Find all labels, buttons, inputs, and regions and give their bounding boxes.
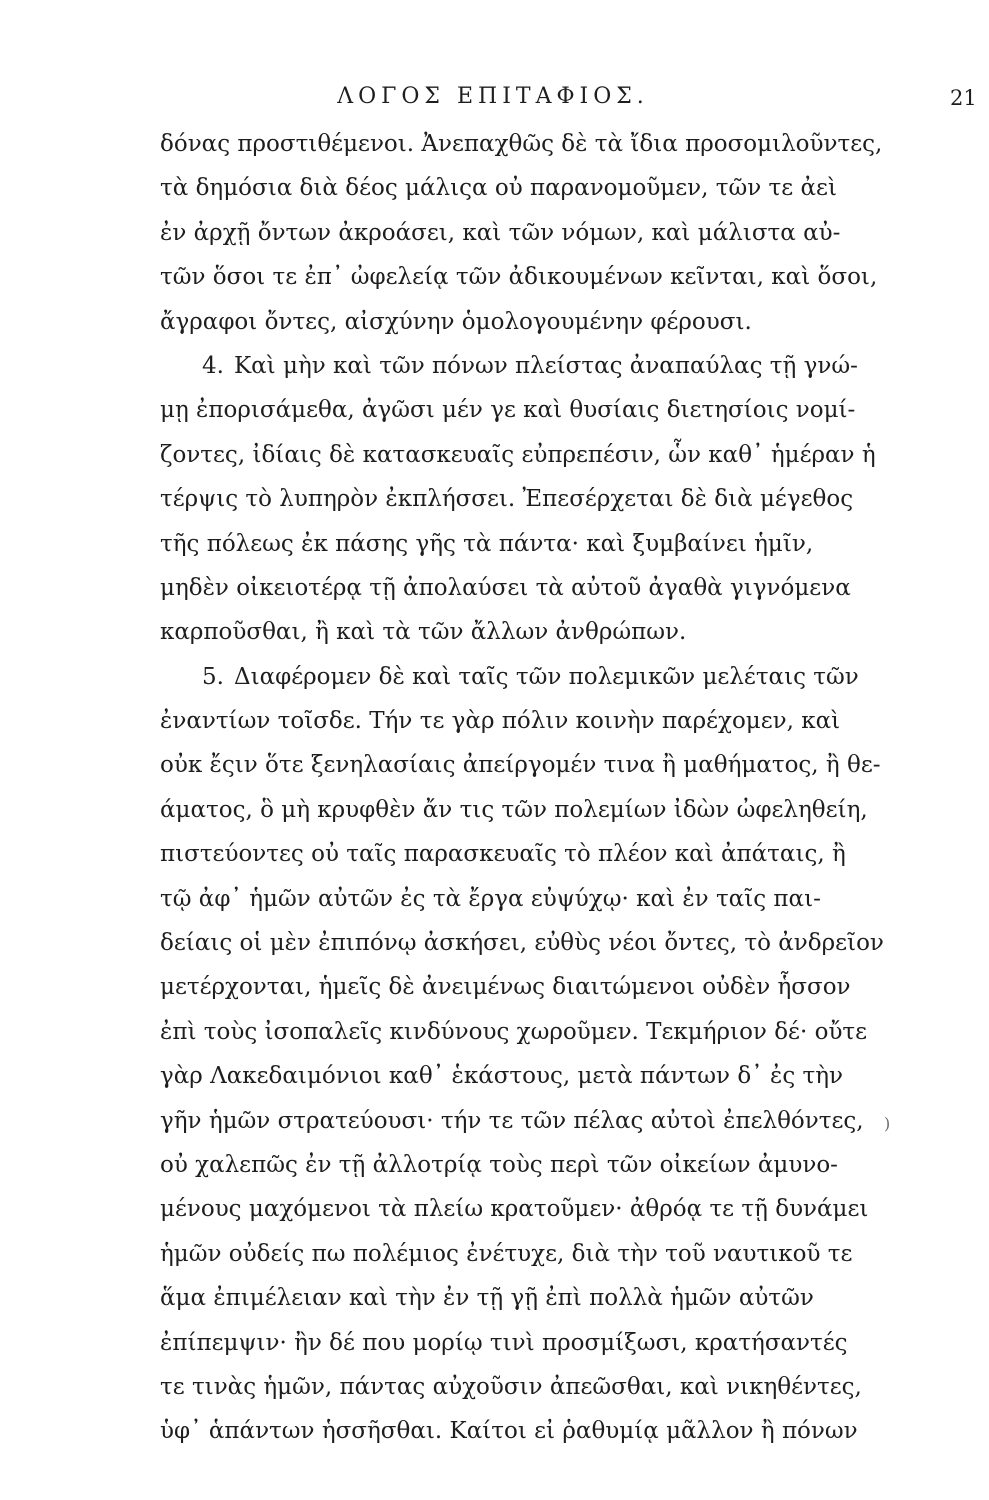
margin-mark: ): [884, 1114, 891, 1133]
line-text: μένους μαχόμενοι τὰ πλείω κρατοῦμεν· ἀθρόᾳ τε τῇ δυνάμει: [160, 1196, 869, 1223]
text-line: [160, 300, 800, 344]
line-text: ἅμα ἐπιμέλειαν καὶ τὴν ἐν τῇ γῇ ἐπὶ πολλὰ ἡμῶν αὐτῶν: [160, 1285, 814, 1312]
text-line: [160, 610, 800, 654]
text-line: [160, 566, 851, 610]
line-text: μετέρχονται, ἡμεῖς δὲ ἀνειμένως διαιτώμενοι οὐδὲν ἧσσον: [160, 974, 851, 1001]
line-text: ὑφ᾽ ἁπάντων ἡσσῆσθαι. Καίτοι εἰ ῥαθυμίᾳ μᾶλλον ἢ πόνων: [160, 1418, 858, 1445]
text-line: [160, 344, 858, 388]
text-line: [160, 788, 868, 832]
text-line: [160, 1143, 838, 1187]
text-line: [160, 522, 814, 566]
text-line: [160, 477, 854, 521]
running-head-title: ΛΟΓΟΣ ΕΠΙΤΑΦΙΟΣ.: [337, 84, 649, 109]
line-text: δείαις οἱ μὲν ἐπιπόνῳ ἀσκήσει, εὐθὺς νέοι ὄντες, τὸ ἀνδρεῖον: [160, 930, 884, 957]
text-line: [160, 743, 881, 787]
body-text: [160, 122, 884, 1454]
line-text: τὰ δημόσια διὰ δέος μάλιςα οὐ παρανομοῦμεν, τῶν τε ἀεὶ: [160, 175, 837, 202]
text-line: [160, 1099, 864, 1143]
text-line: [160, 1409, 858, 1453]
line-text: τε τινὰς ἡμῶν, πάντας αὐχοῦσιν ἀπεῶσθαι, καὶ νικηθέντες,: [160, 1373, 862, 1400]
line-text: ἐπὶ τοὺς ἰσοπαλεῖς κινδύνους χωροῦμεν. Τεκμήριον δέ· οὔτε: [160, 1018, 868, 1045]
line-text: άματος, ὃ μὴ κρυφθὲν ἄν τις τῶν πολεμίων ἰδὼν ὠφεληθείη,: [160, 796, 868, 823]
line-text: τῆς πόλεως ἐκ πάσης γῆς τὰ πάντα· καὶ ξυμβαίνει ἡμῖν,: [160, 530, 814, 557]
text-line: [160, 1365, 862, 1409]
line-text: τέρψις τὸ λυπηρὸν ἐκπλήσσει. Ἐπεσέρχεται δὲ διὰ μέγεθος: [160, 486, 854, 513]
line-text: μῃ ἐπορισάμεθα, ἀγῶσι μέν γε καὶ θυσίαις διετησίοις νομί-: [160, 397, 856, 424]
line-text: ἄγραφοι ὄντες, αἰσχύνην ὁμολογουμένην φέρουσι.: [160, 308, 752, 335]
text-line: [160, 655, 859, 699]
line-text: τῷ ἀφ᾽ ἡμῶν αὐτῶν ἐς τὰ ἔργα εὐψύχῳ· καὶ ἐν ταῖς παι-: [160, 885, 821, 912]
text-line: [160, 1321, 848, 1365]
text-line: [160, 388, 856, 432]
text-line: [160, 255, 878, 299]
line-text: ἡμῶν οὐδείς πω πολέμιος ἐνέτυχε, διὰ τὴν τοῦ ναυτικοῦ τε: [160, 1240, 853, 1267]
text-line: [160, 1187, 869, 1231]
text-line: [160, 877, 821, 921]
line-text: μηδὲν οἰκειοτέρᾳ τῇ ἀπολαύσει τὰ αὐτοῦ ἀγαθὰ γιγνόμενα: [160, 574, 851, 601]
line-text: τῶν ὅσοι τε ἐπ᾽ ὠφελείᾳ τῶν ἀδικουμένων κεῖνται, καὶ ὅσοι,: [160, 264, 878, 291]
line-text: ἐπίπεμψιν· ἢν δέ που μορίῳ τινὶ προσμίξωσι, κρατήσαντές: [160, 1329, 848, 1356]
section-number: 5.: [202, 663, 224, 690]
text-line: [160, 1276, 814, 1320]
line-text: πιστεύοντες οὐ ταῖς παρασκευαῖς τὸ πλέον καὶ ἀπάταις, ἢ: [160, 841, 846, 868]
text-line: [160, 1054, 843, 1098]
line-text: γῆν ἡμῶν στρατεύουσι· τήν τε τῶν πέλας αὐτοὶ ἐπελθόντες,: [160, 1107, 864, 1134]
text-line: [160, 433, 876, 477]
page-number: 21: [950, 86, 977, 110]
text-line: [160, 965, 851, 1009]
line-text: καρποῦσθαι, ἢ καὶ τὰ τῶν ἄλλων ἀνθρώπων.: [160, 619, 687, 646]
line-text: γὰρ Λακεδαιμόνιοι καθ᾽ ἑκάστους, μετὰ πάντων δ᾽ ἐς τὴν: [160, 1063, 843, 1090]
text-line: [160, 699, 841, 743]
line-text: δόνας προστιθέμενοι. Ἀνεπαχθῶς δὲ τὰ ἴδια προσομιλοῦντες,: [160, 131, 883, 157]
section-number: 4.: [202, 352, 224, 379]
text-line: [160, 1232, 853, 1276]
text-line: [160, 122, 883, 166]
line-text: οὐ χαλεπῶς ἐν τῇ ἀλλοτρίᾳ τοὺς περὶ τῶν οἰκείων ἀμυνο-: [160, 1151, 838, 1178]
text-line: [160, 832, 846, 876]
text-line: [160, 166, 837, 210]
line-text: ζοντες, ἰδίαις δὲ κατασκευαῖς εὐπρεπέσιν, ὧν καθ᾽ ἡμέραν ἡ: [160, 441, 876, 468]
line-text: ἐν ἀρχῇ ὄντων ἀκροάσει, καὶ τῶν νόμων, καὶ μάλιστα αὐ-: [160, 219, 841, 246]
line-text: οὐκ ἔςιν ὅτε ξενηλασίαις ἀπείργομέν τινα ἢ μαθήματος, ἢ θε-: [160, 752, 881, 779]
line-text: Καὶ μὴν καὶ τῶν πόνων πλείστας ἀναπαύλας τῇ γνώ-: [233, 352, 858, 379]
line-text: ἐναντίων τοῖσδε. Τήν τε γὰρ πόλιν κοινὴν παρέχομεν, καὶ: [160, 708, 841, 735]
text-line: [160, 1010, 868, 1054]
line-text: Διαφέρομεν δὲ καὶ ταῖς τῶν πολεμικῶν μελέταις τῶν: [233, 663, 859, 690]
text-line: [160, 921, 884, 965]
text-line: [160, 211, 841, 255]
